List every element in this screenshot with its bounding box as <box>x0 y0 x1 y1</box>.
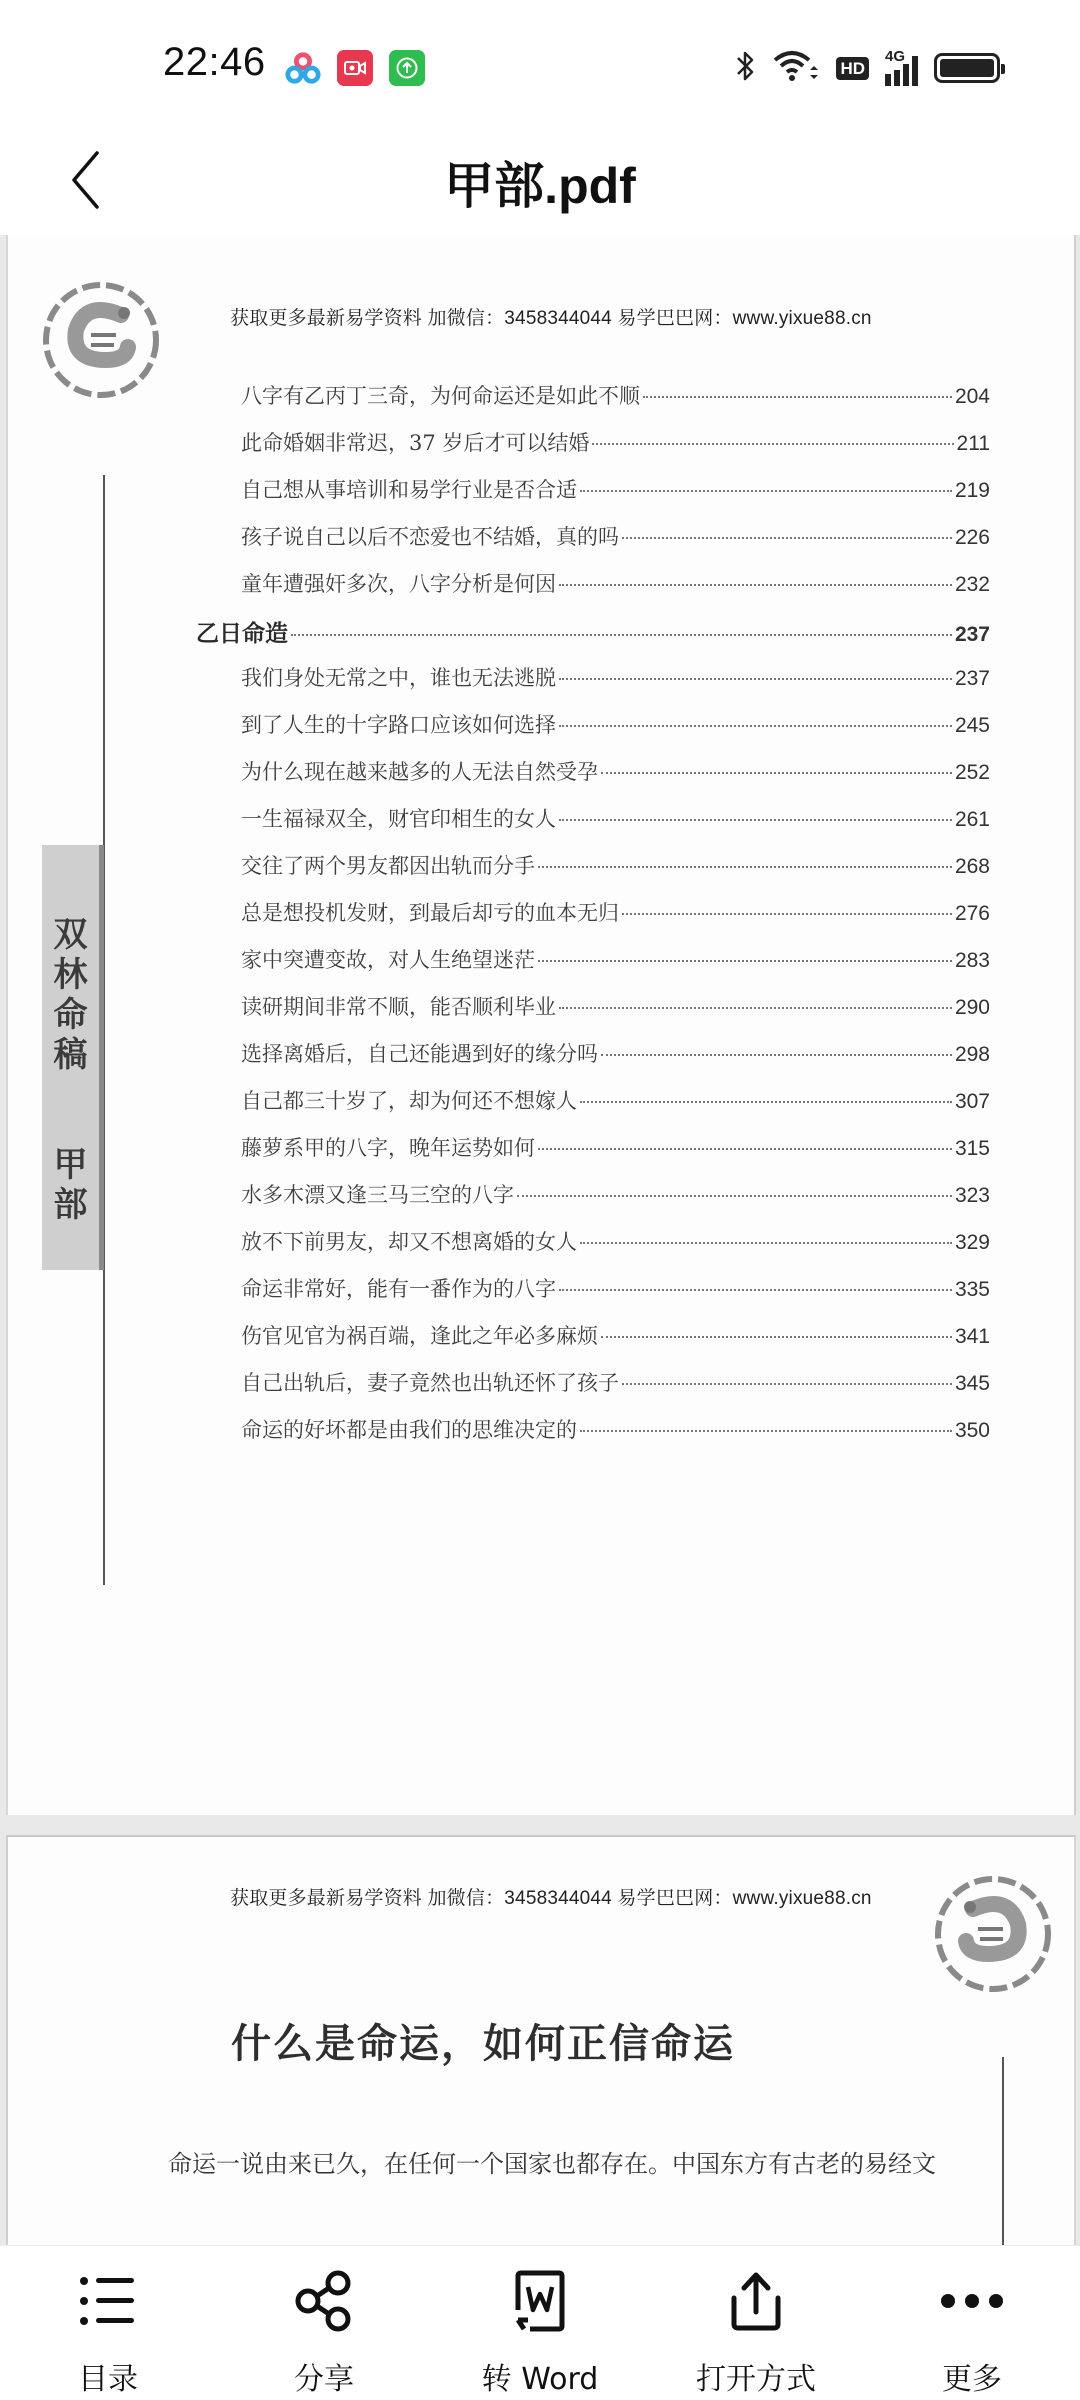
toc-button[interactable] <box>18 2266 198 2398</box>
notification-icons <box>285 50 425 86</box>
toc-entry[interactable]: 此命婚姻非常迟，37 岁后才可以结婚 211 <box>241 431 990 455</box>
status-time: 22:46 <box>163 40 266 84</box>
hd-icon: HD <box>836 57 869 80</box>
word-convert-icon <box>505 2266 575 2336</box>
more-button-label: 更多 <box>942 2362 1002 2397</box>
toc-entry[interactable]: 读研期间非常不顺，能否顺利毕业 290 <box>241 995 990 1019</box>
toc-entry[interactable]: 伤官见官为祸百端，逢此之年必多麻烦 341 <box>241 1324 990 1348</box>
wifi-icon <box>772 48 820 88</box>
share-button[interactable] <box>234 2266 414 2398</box>
toc-entry[interactable]: 放不下前男友，却又不想离婚的女人 329 <box>241 1230 990 1254</box>
system-icons <box>734 48 1000 88</box>
toc-entry[interactable]: 我们身处无常之中，谁也无法逃脱 237 <box>241 666 990 690</box>
toc-entry[interactable]: 自己想从事培训和易学行业是否合适 219 <box>241 478 990 502</box>
dragon-logo-icon <box>36 275 166 405</box>
toc-entry[interactable]: 童年遭强奸多次，八字分析是何因 232 <box>241 572 990 596</box>
dragon-logo-icon <box>928 1869 1058 1999</box>
toc-entry[interactable]: 自己都三十岁了，却为何还不想嫁人 307 <box>241 1089 990 1113</box>
open-with-label: 打开方式 <box>696 2362 816 2397</box>
toc-entry[interactable]: 八字有乙丙丁三奇，为何命运还是如此不顺 204 <box>241 384 990 408</box>
toc-entry[interactable]: 总是想投机发财，到最后却亏的血本无归 276 <box>241 901 990 925</box>
banner-char: 林 <box>53 955 88 995</box>
convert-to-word-button[interactable] <box>450 2266 630 2398</box>
toc-entry[interactable]: 交往了两个男友都因出轨而分手 268 <box>241 854 990 878</box>
toc-chapter-entry[interactable]: 乙日命造 237 <box>196 621 990 647</box>
banner-char: 双 <box>53 915 88 955</box>
header-watermark: 获取更多最新易学资料 加微信：3458344044 易学巴巴网：www.yixue88.cn <box>230 1888 872 1909</box>
bottom-toolbar <box>0 2245 1080 2400</box>
side-rule-divider <box>1002 2057 1004 2245</box>
pdf-page <box>6 235 1076 1815</box>
share-button-label: 分享 <box>294 2362 354 2397</box>
toc-entry[interactable]: 孩子说自己以后不恋爱也不结婚，真的吗 226 <box>241 525 990 549</box>
document-title: 甲部.pdf <box>444 158 636 214</box>
more-icon <box>937 2266 1007 2336</box>
toc-entry[interactable]: 一生福禄双全，财官印相生的女人 261 <box>241 807 990 831</box>
screen-recorder-icon <box>337 50 373 86</box>
bluetooth-icon <box>734 48 756 88</box>
pdf-page <box>6 1835 1076 2245</box>
toc-entry[interactable]: 家中突遭变故，对人生绝望迷茫 283 <box>241 948 990 972</box>
toc-entry[interactable]: 为什么现在越来越多的人无法自然受孕 252 <box>241 760 990 784</box>
toc-entry[interactable]: 到了人生的十字路口应该如何选择 245 <box>241 713 990 737</box>
toc-button-label: 目录 <box>78 2362 138 2397</box>
banner-char: 甲 <box>53 1145 88 1185</box>
side-banner <box>42 845 104 1270</box>
more-button[interactable] <box>882 2266 1062 2398</box>
share-icon <box>289 2266 359 2336</box>
title-bar <box>0 130 1080 235</box>
chapter-heading: 什么是命运，如何正信命运 <box>231 2020 735 2067</box>
open-with-icon <box>721 2266 791 2336</box>
baidu-netdisk-icon <box>285 50 321 86</box>
4g-signal-icon: 4G <box>885 50 918 86</box>
toc-entry[interactable]: 命运的好坏都是由我们的思维决定的 350 <box>241 1418 990 1442</box>
banner-char: 稿 <box>53 1035 88 1075</box>
pdf-viewer[interactable] <box>0 235 1080 2245</box>
battery-icon <box>934 53 1000 83</box>
status-bar <box>0 0 1080 130</box>
toc-entry[interactable]: 水多木漂又逢三马三空的八字 323 <box>241 1183 990 1207</box>
banner-char: 部 <box>53 1185 88 1225</box>
toc-entry[interactable]: 命运非常好，能有一番作为的八字 335 <box>241 1277 990 1301</box>
header-watermark: 获取更多最新易学资料 加微信：3458344044 易学巴巴网：www.yixue88.cn <box>230 308 872 329</box>
convert-to-word-label: 转 Word <box>481 2362 599 2397</box>
body-paragraph: 命运一说由来已久，在任何一个国家也都存在。中国东方有古老的易经文 <box>168 2150 936 2178</box>
toc-entry[interactable]: 自己出轨后，妻子竟然也出轨还怀了孩子 345 <box>241 1371 990 1395</box>
upload-icon <box>389 50 425 86</box>
list-icon <box>73 2266 143 2336</box>
open-with-button[interactable] <box>666 2266 846 2398</box>
banner-char: 命 <box>53 995 88 1035</box>
toc-entry[interactable]: 选择离婚后，自己还能遇到好的缘分吗 298 <box>241 1042 990 1066</box>
toc-entry[interactable]: 藤萝系甲的八字，晚年运势如何 315 <box>241 1136 990 1160</box>
